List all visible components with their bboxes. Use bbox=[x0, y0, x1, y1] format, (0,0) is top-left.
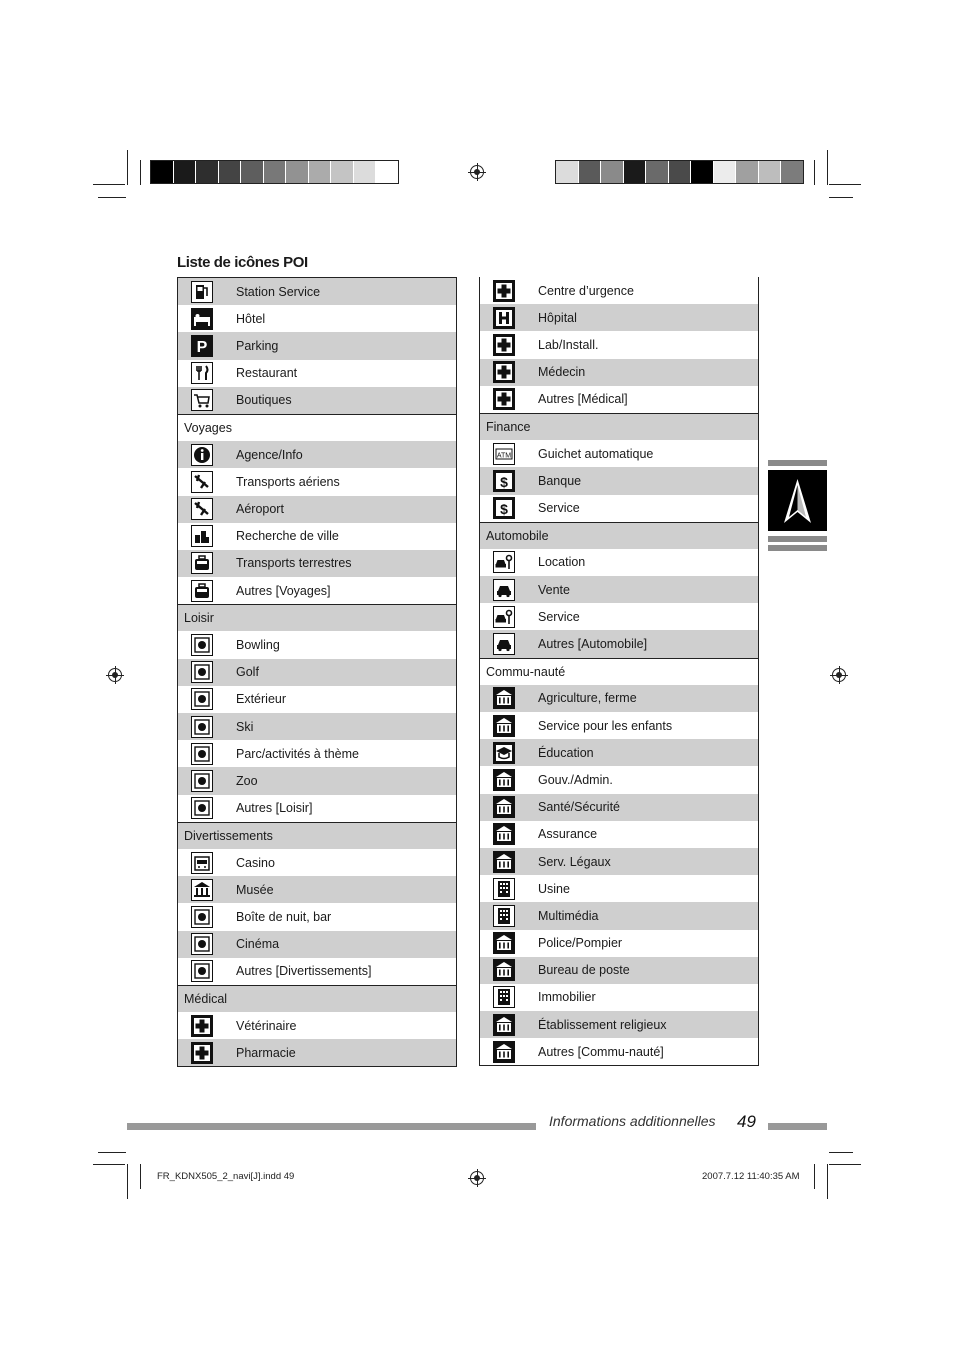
table-row bbox=[178, 958, 456, 985]
table-row bbox=[480, 386, 758, 413]
poi-icon-table-right bbox=[479, 277, 759, 1066]
poi-label: Autres [Commu-nauté] bbox=[538, 1044, 664, 1059]
poi-label: Casino bbox=[236, 855, 275, 870]
city-search-icon bbox=[191, 525, 213, 547]
poi-label: Transports terrestres bbox=[236, 556, 352, 571]
print-slug-timestamp: 2007.7.12 11:40:35 AM bbox=[702, 1171, 800, 1182]
table-row bbox=[178, 577, 456, 604]
building-icon bbox=[493, 715, 515, 737]
museum-icon bbox=[191, 879, 213, 901]
svg-text:ATM: ATM bbox=[496, 452, 512, 460]
table-row bbox=[480, 630, 758, 657]
poi-label: Boîte de nuit, bar bbox=[236, 909, 332, 924]
category-label: Commu-nauté bbox=[486, 664, 566, 679]
building-icon bbox=[493, 932, 515, 954]
fork-knife-icon bbox=[191, 362, 213, 384]
poi-label: Pharmacie bbox=[236, 1045, 296, 1060]
color-swatch bbox=[354, 161, 377, 183]
poi-label: Autres [Divertissements] bbox=[236, 964, 372, 979]
table-row bbox=[480, 467, 758, 494]
table-row bbox=[178, 496, 456, 523]
cross-icon bbox=[191, 1015, 213, 1037]
svg-text:$: $ bbox=[500, 501, 508, 518]
poi-label: Banque bbox=[538, 473, 582, 488]
building-icon bbox=[493, 959, 515, 981]
bus-icon bbox=[191, 552, 213, 574]
cross-icon bbox=[191, 1042, 213, 1064]
poi-icon-table-left bbox=[177, 277, 457, 1067]
car-icon bbox=[493, 633, 515, 655]
table-row bbox=[480, 1011, 758, 1038]
color-swatch bbox=[669, 161, 692, 183]
dollar-icon bbox=[493, 497, 515, 519]
poi-label: Hôpital bbox=[538, 310, 577, 325]
color-swatch bbox=[759, 161, 782, 183]
table-row bbox=[480, 957, 758, 984]
poi-label: Centre d’urgence bbox=[538, 283, 634, 298]
poi-label: Parking bbox=[236, 338, 279, 353]
print-slug-file: FR_KDNX505_2_navi[J].indd 49 bbox=[157, 1171, 295, 1182]
poi-label: Ski bbox=[236, 719, 254, 734]
color-swatch bbox=[736, 161, 759, 183]
table-row bbox=[178, 876, 456, 903]
footer-rule-right bbox=[768, 1123, 827, 1130]
elephant-icon bbox=[191, 770, 213, 792]
office-tower-icon bbox=[493, 878, 515, 900]
table-row bbox=[480, 603, 758, 630]
table-row bbox=[178, 659, 456, 686]
poi-label: Vétérinaire bbox=[236, 1018, 297, 1033]
table-row bbox=[480, 331, 758, 358]
table-row bbox=[480, 359, 758, 386]
color-swatch bbox=[646, 161, 669, 183]
bowling-icon bbox=[191, 634, 213, 656]
cross-icon bbox=[493, 280, 515, 302]
golf-flag-icon bbox=[191, 661, 213, 683]
nightclub-icon bbox=[191, 906, 213, 928]
poi-label: Médecin bbox=[538, 365, 586, 380]
footer-section-name: Informations additionnelles bbox=[549, 1113, 716, 1129]
table-row bbox=[480, 549, 758, 576]
poi-label: Multimédia bbox=[538, 908, 599, 923]
poi-label: Vente bbox=[538, 582, 570, 597]
table-row bbox=[480, 930, 758, 957]
poi-label: Bureau de poste bbox=[538, 963, 630, 978]
building-icon bbox=[493, 1014, 515, 1036]
category-label: Divertissements bbox=[184, 828, 273, 843]
table-row bbox=[480, 739, 758, 766]
bed-icon bbox=[191, 308, 213, 330]
poi-label: Musée bbox=[236, 882, 274, 897]
table-row bbox=[178, 1039, 456, 1066]
poi-label: Santé/Sécurité bbox=[538, 800, 620, 815]
cinema-icon bbox=[191, 933, 213, 955]
poi-label: Police/Pompier bbox=[538, 936, 623, 951]
category-label: Voyages bbox=[184, 421, 232, 436]
table-row bbox=[480, 902, 758, 929]
cross-icon bbox=[493, 334, 515, 356]
category-header bbox=[480, 658, 758, 685]
table-row bbox=[178, 332, 456, 359]
building-icon bbox=[493, 769, 515, 791]
table-row bbox=[480, 712, 758, 739]
color-swatch bbox=[714, 161, 737, 183]
poi-label: Guichet automatique bbox=[538, 446, 654, 461]
color-calibration-bar-left bbox=[150, 160, 399, 184]
poi-label: Service bbox=[538, 609, 580, 624]
category-label: Loisir bbox=[184, 611, 214, 626]
svg-text:$: $ bbox=[500, 473, 508, 490]
poi-label: Établissement religieux bbox=[538, 1017, 667, 1032]
category-header bbox=[480, 522, 758, 549]
table-row bbox=[480, 794, 758, 821]
poi-label: Transports aériens bbox=[236, 474, 340, 489]
airplane-icon bbox=[191, 498, 213, 520]
table-row bbox=[480, 848, 758, 875]
table-row bbox=[178, 795, 456, 822]
poi-label: Serv. Légaux bbox=[538, 854, 611, 869]
registration-mark-icon bbox=[108, 668, 122, 682]
color-swatch bbox=[286, 161, 309, 183]
poi-label: Éducation bbox=[538, 745, 594, 760]
poi-label: Golf bbox=[236, 665, 259, 680]
poi-label: Gouv./Admin. bbox=[538, 772, 613, 787]
table-row bbox=[178, 686, 456, 713]
poi-label: Autres [Loisir] bbox=[236, 801, 313, 816]
color-swatch bbox=[264, 161, 287, 183]
outdoor-people-icon bbox=[191, 688, 213, 710]
color-swatch bbox=[579, 161, 602, 183]
car-icon bbox=[493, 579, 515, 601]
table-row bbox=[480, 576, 758, 603]
poi-label: Restaurant bbox=[236, 366, 298, 381]
dollar-icon bbox=[493, 470, 515, 492]
color-swatch bbox=[309, 161, 332, 183]
building-icon bbox=[493, 851, 515, 873]
registration-mark-icon bbox=[832, 668, 846, 682]
poi-label: Bowling bbox=[236, 638, 280, 653]
airplane-icon bbox=[191, 471, 213, 493]
building-icon bbox=[493, 796, 515, 818]
table-row bbox=[480, 304, 758, 331]
registration-mark-icon bbox=[470, 1171, 484, 1185]
table-row bbox=[178, 441, 456, 468]
graduation-cap-icon bbox=[493, 742, 515, 764]
color-swatch bbox=[601, 161, 624, 183]
office-tower-icon bbox=[493, 986, 515, 1008]
poi-label: Agriculture, ferme bbox=[538, 691, 637, 706]
color-swatch bbox=[241, 161, 264, 183]
poi-label: Lab/Install. bbox=[538, 337, 599, 352]
poi-label: Location bbox=[538, 555, 586, 570]
office-tower-icon bbox=[493, 905, 515, 927]
color-swatch bbox=[219, 161, 242, 183]
category-label: Automobile bbox=[486, 528, 549, 543]
poi-label: Agence/Info bbox=[236, 447, 303, 462]
table-row bbox=[178, 740, 456, 767]
category-header bbox=[178, 822, 456, 849]
table-row bbox=[178, 387, 456, 414]
poi-label: Station Service bbox=[236, 284, 321, 299]
table-row bbox=[480, 1038, 758, 1065]
car-wrench-icon bbox=[493, 606, 515, 628]
building-icon bbox=[493, 1041, 515, 1063]
cross-icon bbox=[493, 361, 515, 383]
atm-icon bbox=[493, 443, 515, 465]
table-row bbox=[178, 305, 456, 332]
hospital-h-icon bbox=[493, 307, 515, 329]
table-row bbox=[178, 931, 456, 958]
footer-rule-left bbox=[127, 1123, 536, 1130]
info-icon bbox=[191, 444, 213, 466]
page-number: 49 bbox=[737, 1112, 756, 1131]
poi-label: Cinéma bbox=[236, 937, 280, 952]
car-key-icon bbox=[493, 551, 515, 573]
table-row bbox=[178, 278, 456, 305]
cross-icon bbox=[493, 388, 515, 410]
registration-mark-icon bbox=[470, 165, 484, 179]
table-row bbox=[178, 360, 456, 387]
poi-label: Parc/activités à thème bbox=[236, 746, 359, 761]
table-row bbox=[178, 903, 456, 930]
color-swatch bbox=[174, 161, 197, 183]
color-swatch bbox=[624, 161, 647, 183]
skier-icon bbox=[191, 716, 213, 738]
category-label: Médical bbox=[184, 991, 228, 1006]
table-row bbox=[178, 767, 456, 794]
poi-label: Recherche de ville bbox=[236, 529, 339, 544]
table-row bbox=[480, 875, 758, 902]
table-row bbox=[178, 849, 456, 876]
poi-label: Assurance bbox=[538, 827, 598, 842]
poi-label: Aéroport bbox=[236, 502, 284, 517]
poi-label: Zoo bbox=[236, 773, 258, 788]
svg-text:P: P bbox=[196, 338, 208, 356]
table-row bbox=[178, 1012, 456, 1039]
color-swatch bbox=[691, 161, 714, 183]
category-label: Finance bbox=[486, 420, 531, 435]
category-header bbox=[480, 413, 758, 440]
table-row bbox=[178, 713, 456, 740]
category-header bbox=[178, 414, 456, 441]
color-calibration-bar-right bbox=[555, 160, 804, 184]
table-row bbox=[178, 631, 456, 658]
table-row bbox=[480, 685, 758, 712]
table-row bbox=[480, 984, 758, 1011]
shopping-cart-icon bbox=[191, 389, 213, 411]
navigation-arrow-icon bbox=[768, 470, 827, 531]
color-swatch bbox=[331, 161, 354, 183]
color-swatch bbox=[151, 161, 174, 183]
fuel-pump-icon bbox=[191, 281, 213, 303]
table-row bbox=[480, 277, 758, 304]
theme-park-icon bbox=[191, 743, 213, 765]
poi-label: Hôtel bbox=[236, 311, 266, 326]
poi-label: Autres [Médical] bbox=[538, 392, 628, 407]
poi-label: Service bbox=[538, 501, 580, 516]
poi-label: Service pour les enfants bbox=[538, 718, 673, 733]
color-swatch bbox=[556, 161, 579, 183]
color-swatch bbox=[196, 161, 219, 183]
table-row bbox=[480, 495, 758, 522]
poi-label: Boutiques bbox=[236, 393, 292, 408]
poi-label: Autres [Voyages] bbox=[236, 583, 331, 598]
theatre-masks-icon bbox=[191, 960, 213, 982]
parking-icon bbox=[191, 335, 213, 357]
suitcase-icon bbox=[191, 580, 213, 602]
poi-label: Immobilier bbox=[538, 990, 596, 1005]
building-icon bbox=[493, 823, 515, 845]
table-row bbox=[480, 766, 758, 793]
page-title: Liste de icônes POI bbox=[177, 254, 308, 271]
table-row bbox=[480, 821, 758, 848]
table-row bbox=[480, 440, 758, 467]
table-row bbox=[178, 468, 456, 495]
poi-label: Autres [Automobile] bbox=[538, 637, 648, 652]
poi-label: Usine bbox=[538, 881, 570, 896]
building-icon bbox=[493, 687, 515, 709]
table-row bbox=[178, 523, 456, 550]
ticket-icon bbox=[191, 797, 213, 819]
casino-icon bbox=[191, 852, 213, 874]
category-header bbox=[178, 985, 456, 1012]
table-row bbox=[178, 550, 456, 577]
color-swatch bbox=[376, 161, 398, 183]
poi-label: Extérieur bbox=[236, 692, 287, 707]
color-swatch bbox=[781, 161, 803, 183]
category-header bbox=[178, 604, 456, 631]
